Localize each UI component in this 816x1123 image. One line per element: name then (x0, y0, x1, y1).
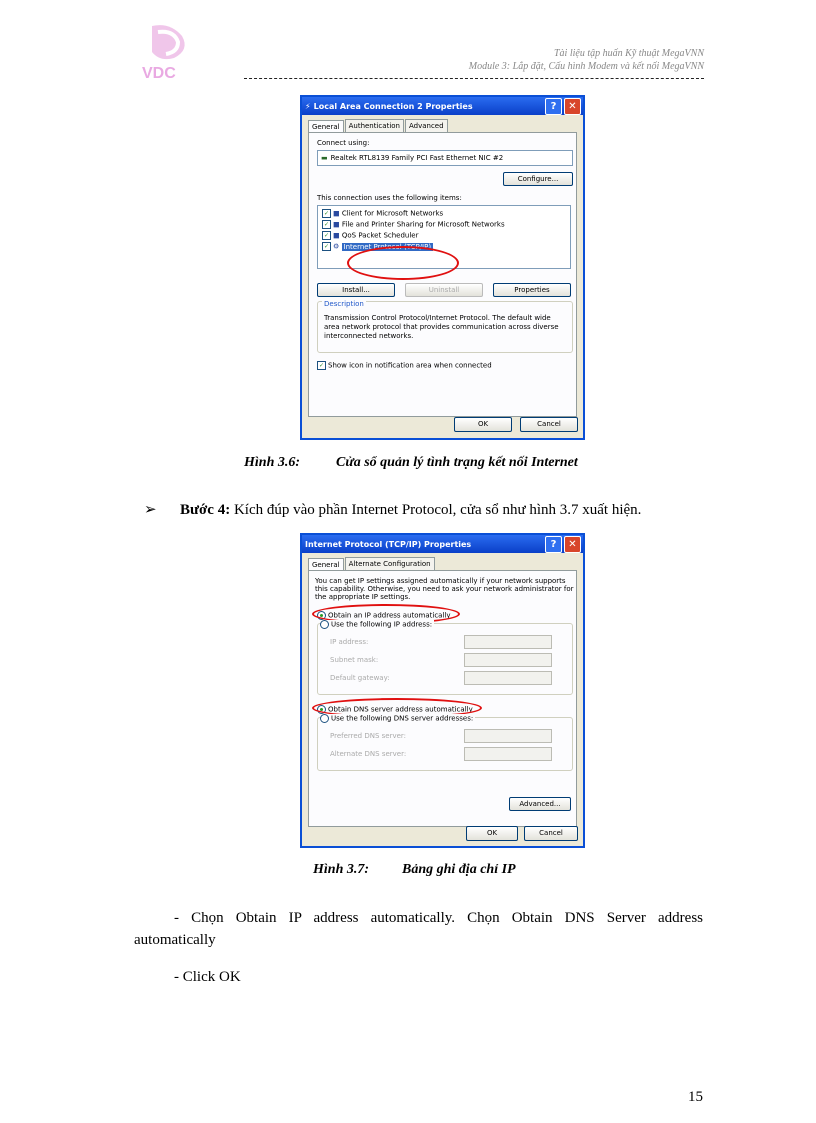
help-button[interactable]: ? (545, 536, 562, 553)
radio-manual-dns[interactable] (320, 714, 329, 723)
preferred-dns-input[interactable] (464, 729, 552, 743)
figure-3-6-caption: Cửa sổ quản lý tình trạng kết nối Internet (336, 455, 578, 470)
page-number: 15 (688, 1089, 703, 1105)
list-item[interactable] (318, 209, 570, 220)
dns-group (317, 714, 573, 771)
close-button[interactable]: ✕ (564, 98, 581, 115)
show-icon-option[interactable] (317, 361, 492, 370)
sharing-icon: ■ (333, 220, 340, 229)
preferred-dns-label: Preferred DNS server: (330, 732, 407, 740)
tcpip-properties-dialog (300, 533, 585, 848)
alternate-dns-label: Alternate DNS server: (330, 750, 407, 758)
checkbox[interactable]: ✓ (323, 232, 330, 239)
install-button[interactable]: Install... (317, 283, 395, 297)
ip-address-input[interactable] (464, 635, 552, 649)
default-gateway-label: Default gateway: (330, 674, 390, 682)
ok-button[interactable]: OK (466, 826, 518, 841)
step-4 (180, 499, 641, 521)
list-item[interactable] (318, 231, 570, 242)
items-label: This connection uses the following items: (317, 194, 462, 202)
radio-label: Use the following IP address: (331, 620, 433, 629)
tab-advanced[interactable]: Advanced (405, 119, 448, 132)
help-button[interactable]: ? (545, 98, 562, 115)
show-icon-checkbox[interactable]: ✓ (318, 362, 325, 369)
subnet-mask-label: Subnet mask: (330, 656, 379, 664)
lan-properties-dialog (300, 95, 585, 440)
network-icon: ⚡ (305, 101, 311, 111)
description-group (317, 301, 573, 353)
figure-3-7-caption: Bảng ghi địa chỉ IP (402, 862, 516, 877)
dialog-titlebar[interactable] (302, 97, 583, 115)
tab-alternate-configuration[interactable]: Alternate Configuration (345, 557, 435, 570)
nic-icon: ▬ (321, 154, 328, 162)
dialog-title: Local Area Connection 2 Properties (313, 101, 473, 111)
figure-3-7-number: Hình 3.7: (313, 862, 370, 877)
uninstall-button[interactable]: Uninstall (405, 283, 483, 297)
subnet-mask-input[interactable] (464, 653, 552, 667)
adapter-field (317, 150, 573, 166)
configure-button[interactable]: Configure... (503, 172, 573, 186)
connect-using-label: Connect using: (317, 139, 370, 147)
highlight-oval (347, 246, 459, 280)
bullet-arrow-icon: ➢ (144, 502, 157, 518)
show-icon-label: Show icon in notification area when connected (328, 361, 492, 370)
checkbox[interactable]: ✓ (323, 221, 330, 228)
item-label: File and Printer Sharing for Microsoft Networks (341, 220, 505, 229)
header-title: Tài liệu tập huấn Kỹ thuật MegaVNN (554, 48, 704, 59)
adapter-name: Realtek RTL8139 Family PCI Fast Ethernet NIC #2 (330, 154, 504, 162)
cancel-button[interactable]: Cancel (524, 826, 578, 841)
default-gateway-input[interactable] (464, 671, 552, 685)
radio-label: Obtain an IP address automatically (328, 611, 451, 620)
properties-button[interactable]: Properties (493, 283, 571, 297)
dialog-titlebar[interactable] (302, 535, 583, 553)
advanced-button[interactable]: Advanced... (509, 797, 571, 811)
general-panel (308, 570, 577, 827)
use-following-ip-option[interactable] (320, 620, 434, 629)
close-button[interactable]: ✕ (564, 536, 581, 553)
tab-authentication[interactable]: Authentication (345, 119, 404, 132)
ip-group (317, 620, 573, 695)
checkbox[interactable]: ✓ (323, 243, 330, 250)
intro-text: You can get IP settings assigned automatically if your network supports this capability. Otherwise, you need to ask your network administrator for the appropriate IP settings. (315, 577, 574, 601)
step-4-text: Kích đúp vào phần Internet Protocol, cửa sổ như hình 3.7 xuất hiện. (230, 502, 642, 518)
logo-text: VDC (142, 65, 176, 82)
scheduler-icon: ■ (333, 231, 340, 240)
tab-general[interactable]: General (308, 120, 344, 133)
header-subtitle: Module 3: Lắp đặt, Cấu hình Modem và kết nối MegaVNN (468, 61, 704, 72)
radio-label: Obtain DNS server address automatically (328, 705, 473, 714)
vdc-logo (140, 22, 210, 82)
item-label: Internet Protocol (TCP/IP) (343, 242, 432, 251)
use-following-dns-option[interactable] (320, 714, 475, 723)
description-text: Transmission Control Protocol/Internet Protocol. The default wide area network protocol that provides communication across diverse interconnected networks. (324, 314, 559, 340)
client-icon: ■ (333, 209, 340, 218)
dialog-title: Internet Protocol (TCP/IP) Properties (305, 539, 472, 549)
radio-label: Use the following DNS server addresses: (331, 714, 474, 723)
general-panel (308, 132, 577, 417)
header-divider (244, 78, 704, 79)
item-label: QoS Packet Scheduler (341, 231, 419, 240)
radio-manual-ip[interactable] (320, 620, 329, 629)
protocol-icon: ⚙ (333, 242, 340, 251)
cancel-button[interactable]: Cancel (520, 417, 578, 432)
figure-3-6-number: Hình 3.6: (244, 455, 301, 470)
ok-button[interactable]: OK (454, 417, 512, 432)
description-label: Description (324, 300, 364, 308)
ip-address-label: IP address: (330, 638, 369, 646)
alternate-dns-input[interactable] (464, 747, 552, 761)
click-ok-instruction: - Click OK (174, 969, 241, 985)
list-item[interactable] (318, 220, 570, 231)
instruction-paragraph: - Chọn Obtain IP address automatically. Chọn Obtain DNS Server address automatically (134, 910, 703, 948)
checkbox[interactable]: ✓ (323, 210, 330, 217)
item-label: Client for Microsoft Networks (341, 209, 444, 218)
step-4-label: Bước 4: (180, 502, 231, 518)
tab-general[interactable]: General (308, 558, 344, 571)
